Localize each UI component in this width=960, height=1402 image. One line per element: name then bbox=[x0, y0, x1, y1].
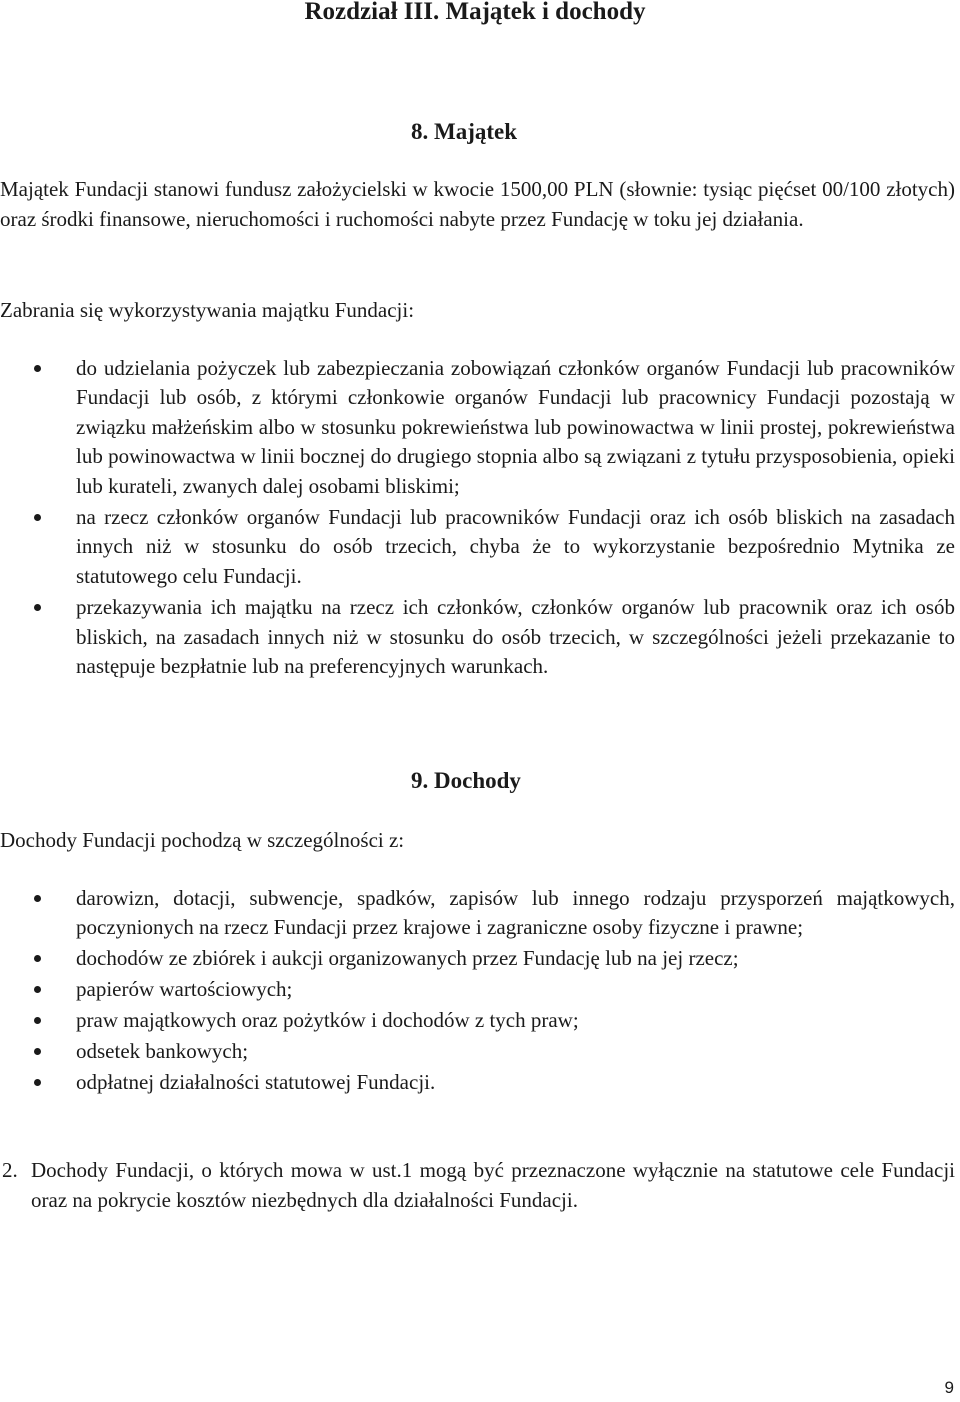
list-item bbox=[0, 884, 955, 943]
prohibition-list bbox=[0, 354, 955, 683]
point-2-text: Dochody Fundacji, o których mowa w ust.1 mogą być przeznaczone wyłącznie na statutowe cele Fundacji oraz na pokrycie kosztów niezbędnych dla działalności Fundacji. bbox=[31, 1158, 955, 1212]
section-8-heading: 8. Majątek bbox=[411, 119, 518, 144]
prohibition-intro: Zabrania się wykorzystywania majątku Fundacji: bbox=[0, 298, 415, 322]
list-item-text: na rzecz członków organów Fundacji lub pracowników Fundacji oraz ich osób bliskich na zasadach innych niż w stosunku do osób trzecich, chyba że to wykorzystanie bezpośrednio Mytnika ze statutowego celu Fundacji. bbox=[76, 505, 955, 588]
list-item-text: darowizn, dotacji, subwencje, spadków, zapisów lub innego rodzaju przysporzeń majątkowych, poczynionych na rzecz Fundacji przez krajowe i zagraniczne osoby fizyczne i prawne; bbox=[76, 886, 955, 940]
bullet-icon bbox=[34, 514, 41, 521]
bullet-icon bbox=[34, 1017, 41, 1024]
bullet-icon bbox=[34, 1048, 41, 1055]
section-9-heading: 9. Dochody bbox=[411, 768, 521, 793]
chapter-title: Rozdział III. Majątek i dochody bbox=[304, 0, 646, 25]
list-item bbox=[0, 1068, 955, 1097]
page-number: 9 bbox=[944, 1378, 954, 1397]
list-item-text: papierów wartościowych; bbox=[76, 977, 293, 1002]
list-item bbox=[0, 944, 955, 973]
list-item bbox=[0, 354, 955, 501]
point-2-number: 2. bbox=[2, 1158, 18, 1182]
list-item bbox=[0, 975, 955, 1004]
bullet-icon bbox=[34, 365, 41, 372]
bullet-icon bbox=[34, 955, 41, 962]
list-item bbox=[0, 593, 955, 681]
bullet-icon bbox=[34, 604, 41, 611]
bullet-icon bbox=[34, 1079, 41, 1086]
list-item-text: przekazywania ich majątku na rzecz ich członków, członków organów lub pracownik oraz ich osób bliskich, na zasadach innych niż w stosunku do osób trzecich, w szczególności jeżeli przekazanie to następuje bezpłatnie lub na preferencyjnych warunkach. bbox=[76, 595, 955, 679]
income-sources-list bbox=[0, 884, 955, 1099]
majatek-paragraph: Majątek Fundacji stanowi fundusz założycielski w kwocie 1500,00 PLN (słownie: tysiąc pięćset 00/100 złotych) oraz środki finansowe, nieruchomości i ruchomości nabyte przez Fundację w toku jej działania. bbox=[0, 177, 955, 231]
list-item-text: odpłatnej działalności statutowej Fundacji. bbox=[76, 1069, 436, 1094]
list-item-text: dochodów ze zbiórek i aukcji organizowanych przez Fundację lub na jej rzecz; bbox=[76, 946, 739, 971]
bullet-icon bbox=[34, 895, 41, 902]
list-item bbox=[0, 1037, 955, 1066]
list-item-text: praw majątkowych oraz pożytków i dochodów z tych praw; bbox=[76, 1008, 579, 1033]
list-item-text: do udzielania pożyczek lub zabezpieczania zobowiązań członków organów Fundacji lub pracowników Fundacji lub osób, z którymi członkowie organów Fundacji lub pracownicy Fundacji pozostają w związku małżeńskim albo w stosunku pokrewieństwa lub powinowactwa w linii prostej, pokrewieństwa lub powinowactwa w linii bocznej do drugiego stopnia albo są związani z tytułu przysposobienia, opieki lub kurateli, zwanych dalej osobami bliskimi; bbox=[76, 356, 955, 498]
point-2-paragraph bbox=[0, 1156, 955, 1215]
income-intro: Dochody Fundacji pochodzą w szczególności z: bbox=[0, 828, 405, 852]
list-item-text: odsetek bankowych; bbox=[76, 1039, 249, 1064]
list-item bbox=[0, 503, 955, 591]
list-item bbox=[0, 1006, 955, 1035]
bullet-icon bbox=[34, 986, 41, 993]
